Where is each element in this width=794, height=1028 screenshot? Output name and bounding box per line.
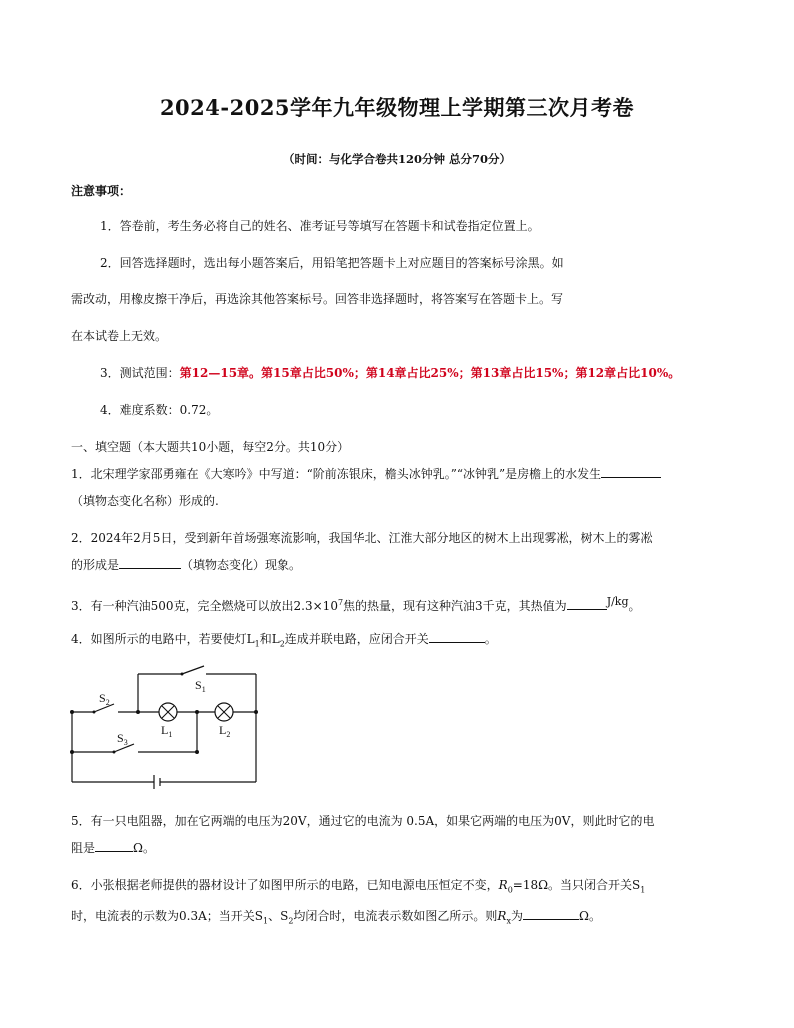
note-2-line-2: 需改动，用橡皮擦干净后，再选涂其他答案标号。回答非选择题时，将答案写在答题卡上。写 (71, 292, 564, 306)
note-2-line-1: 2．回答选择题时，选出每小题答案后，用铅笔把答题卡上对应题目的答案标号涂黑。如 (100, 256, 564, 270)
question-4-text-b: 和L (259, 632, 280, 646)
question-6-text-f: 为 (510, 909, 523, 923)
question-6-line-1 (71, 876, 645, 899)
question-1-line-1 (71, 465, 661, 483)
note-4: 4．难度系数：0.72。 (100, 403, 219, 417)
question-3-text-b: 焦的热量，现有这种汽油3千克，其热值为 (343, 599, 567, 613)
question-5-line-2 (71, 839, 155, 857)
page-title: 2024-2025学年九年级物理上学期第三次月考卷 (159, 95, 635, 120)
question-1-line-2: （填物态变化名称）形成的. (71, 494, 219, 508)
question-1-text: 1．北宋理学家邵勇雍在《大寒吟》中写道：“阶前冻银床，檐头冰钟乳。”“冰钟乳”是房檐上的水发生 (71, 467, 602, 481)
question-6-end: Ω。 (579, 909, 601, 923)
answer-blank (601, 465, 661, 478)
answer-blank (567, 597, 607, 610)
question-2-line-1: 2．2024年2月5日，受到新年首场强寒流影响，我国华北、江淮大部分地区的树木上出现雾凇，树木上的雾凇 (71, 531, 653, 545)
question-6-text-e: 均闭合时，电流表示数如图乙所示。则 (293, 909, 498, 923)
subscript: x (506, 916, 511, 926)
exponent: 7 (337, 598, 344, 607)
question-5-text-a: 阻是 (71, 841, 96, 855)
question-4-text-c: 连成并联电路，应闭合开关 (284, 632, 429, 646)
question-4 (71, 630, 497, 653)
notes-heading: 注意事项： (71, 184, 132, 198)
note-1: 1．答卷前，考生务必将自己的姓名、准考证号等填写在答题卡和试卷指定位置上。 (100, 219, 540, 233)
resistor-symbol: R (498, 878, 508, 892)
question-6-text-c: 时，电流表的示数为0.3A；当开关S (71, 909, 263, 923)
circuit-diagram (62, 660, 272, 790)
subscript: 2 (288, 916, 294, 926)
label-l1: $L_1$ (161, 723, 173, 739)
lamp-l1 (159, 703, 177, 721)
note-2-line-3: 在本试卷上无效。 (71, 329, 168, 343)
subscript: 0 (507, 885, 513, 895)
question-6-text-b: =18Ω。当只闭合开关S (512, 878, 641, 892)
question-4-text-a: 4．如图所示的电路中，若要使灯L (71, 632, 255, 646)
question-6-text-d: 、S (268, 909, 289, 923)
question-5-line-1: 5．有一只电阻器，加在它两端的电压为20V，通过它的电流为 0.5A，如果它两端的电压为0V，则此时它的电 (71, 814, 655, 828)
note-3-prefix: 3．测试范围： (100, 366, 180, 380)
label-s2: $S_2$ (99, 691, 110, 707)
question-5-text-b: Ω。 (133, 841, 155, 855)
resistor-symbol: R (497, 909, 507, 923)
question-2-text-a: 的形成是 (71, 558, 120, 572)
label-s1: $S_1$ (195, 678, 206, 694)
question-2-line-2 (71, 556, 301, 574)
answer-blank (523, 907, 579, 920)
section-heading: 一、填空题（本大题共10小题，每空2分。共10分） (71, 440, 350, 454)
question-3 (71, 593, 641, 615)
subscript: 1 (254, 639, 260, 649)
question-3-end: 。 (628, 599, 641, 613)
page-subtitle: （时间：与化学合卷共120分钟 总分70分） (282, 152, 511, 166)
answer-blank (95, 839, 133, 852)
unit-label: J/kg (606, 595, 629, 608)
question-6-line-2 (71, 907, 601, 930)
note-3-scope: 第12—15章。第15章占比50%；第14章占比25%；第13章占比15%；第12章占比10%。 (179, 366, 681, 380)
question-3-text-a: 3．有一种汽油500克，完全燃烧可以放出2.3×10 (71, 599, 338, 613)
question-2-text-b: （填物态变化）现象。 (181, 558, 302, 572)
subscript: 1 (262, 916, 269, 926)
label-l2: $L_2$ (219, 723, 231, 739)
subscript: 2 (279, 639, 285, 649)
question-6-text-a: 6．小张根据老师提供的器材设计了如图甲所示的电路，已知电源电压恒定不变， (71, 878, 499, 892)
note-3 (100, 364, 680, 382)
answer-blank (119, 556, 181, 569)
lamp-l2 (215, 703, 233, 721)
question-4-end: 。 (484, 632, 497, 646)
answer-blank (429, 630, 485, 643)
label-s3: $S_3$ (117, 731, 128, 747)
subscript: 1 (640, 885, 646, 895)
